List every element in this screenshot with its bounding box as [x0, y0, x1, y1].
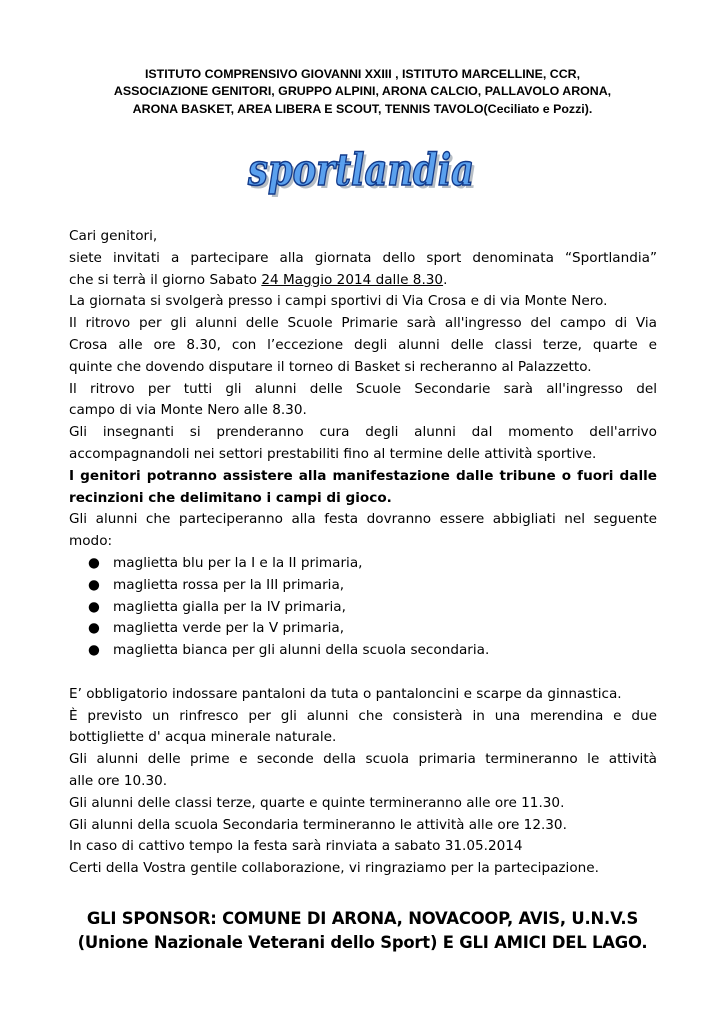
logo-shadow-text: sportlandia	[250, 148, 477, 198]
dress-code-line-2: modo:	[69, 533, 113, 550]
event-date: 24 Maggio 2014 dalle 8.30	[261, 271, 444, 288]
closing-thanks: Certi della Vostra gentile collaborazione, vi ringraziamo per la partecipazione.	[69, 860, 599, 877]
primary-meeting-line-1: Il ritrovo per gli alunni delle Scuole Primarie sarà all'ingresso del campo di Via	[69, 315, 657, 332]
sportlandia-logo	[244, 142, 480, 198]
sponsors-line-2: (Unione Nazionale Veterani dello Sport) E GLI AMICI DEL LAGO.	[77, 933, 648, 952]
teachers-line-1: Gli insegnanti si prenderanno cura degli alunni dal momento dell'arrivo	[69, 424, 657, 441]
shirt-color-list	[69, 553, 657, 662]
letter-body	[69, 226, 657, 880]
primary-meeting-line-2: Crosa alle ore 8.30, con l’eccezione degli alunni delle classi terze, quarte e	[69, 336, 657, 353]
parents-notice-line-1: I genitori potranno assistere alla manifestazione dalle tribune o fuori dalle	[69, 467, 657, 484]
sponsors-section	[40, 907, 685, 955]
list-item-text: maglietta blu per la I e la II primaria,	[113, 554, 363, 571]
list-item	[69, 575, 657, 597]
invitation-line-1: siete invitati a partecipare alla giornata dello sport denominata “Sportlandia”	[69, 249, 657, 266]
bullet-icon: ●	[88, 642, 100, 659]
parents-notice-line-2: recinzioni che delimitano i campi di gioco.	[69, 489, 392, 506]
invitation-text: che si terrà il giorno Sabato	[69, 271, 262, 288]
refreshment-line-1: È previsto un rinfresco per gli alunni che consisterà in una merendina e due	[69, 707, 657, 724]
primary-meeting-line-3: quinte che dovendo disputare il torneo di Basket si recheranno al Palazzetto.	[69, 358, 592, 375]
organizers-line-2: ASSOCIAZIONE GENITORI, GRUPPO ALPINI, ARONA CALCIO, PALLAVOLO ARONA,	[113, 84, 612, 99]
bullet-icon: ●	[88, 576, 100, 593]
logo-text: sportlandia	[247, 145, 474, 196]
end-time-primary-line-1: Gli alunni delle prime e seconde della scuola primaria termineranno le attività	[69, 751, 657, 768]
bullet-icon: ●	[88, 598, 100, 615]
list-item-text: maglietta gialla per la IV primaria,	[113, 598, 346, 615]
list-item-text: maglietta verde per la V primaria,	[113, 620, 345, 637]
list-item-text: maglietta rossa per la III primaria,	[113, 576, 345, 593]
dress-code-line-1: Gli alunni che parteciperanno alla festa dovranno essere abbigliati nel seguente	[69, 511, 657, 528]
end-time-secondary: Gli alunni della scuola Secondaria termineranno le attività alle ore 12.30.	[69, 816, 567, 833]
invitation-line-2	[69, 270, 657, 292]
organizers-header	[60, 66, 665, 118]
organizers-line-3: ARONA BASKET, AREA LIBERA E SCOUT, TENNIS TAVOLO(Ceciliato e Pozzi).	[132, 101, 593, 116]
clothing-requirement: E’ obbligatorio indossare pantaloni da tuta o pantaloncini e scarpe da ginnastica.	[69, 685, 622, 702]
list-item	[69, 597, 657, 619]
sponsors-line-1: GLI SPONSOR: COMUNE DI ARONA, NOVACOOP, AVIS, U.N.V.S	[86, 909, 639, 928]
end-time-primary-line-2: alle ore 10.30.	[69, 772, 168, 789]
secondary-meeting-line-1: Il ritrovo per tutti gli alunni delle Scuole Secondarie sarà all'ingresso del	[69, 380, 657, 397]
teachers-line-2: accompagnandoli nei settori prestabiliti fino al termine delle attività sportive.	[69, 445, 597, 462]
list-item	[69, 640, 657, 662]
salutation: Cari genitori,	[69, 228, 158, 244]
organizers-line-1: ISTITUTO COMPRENSIVO GIOVANNI XXIII , ISTITUTO MARCELLINE, CCR,	[144, 67, 581, 81]
end-time-upper-primary: Gli alunni delle classi terze, quarte e quinte termineranno alle ore 11.30.	[69, 794, 565, 811]
invitation-period: .	[443, 271, 448, 288]
bullet-icon: ●	[88, 554, 100, 571]
list-item	[69, 553, 657, 575]
refreshment-line-2: bottigliette d' acqua minerale naturale.	[69, 729, 337, 746]
bad-weather-notice: In caso di cattivo tempo la festa sarà rinviata a sabato 31.05.2014	[69, 838, 523, 855]
paragraph-spacer	[69, 662, 657, 684]
bullet-icon: ●	[88, 620, 100, 637]
list-item	[69, 618, 657, 640]
secondary-meeting-line-2: campo di via Monte Nero alle 8.30.	[69, 402, 307, 419]
list-item-text: maglietta bianca per gli alunni della scuola secondaria.	[113, 642, 490, 659]
venue-paragraph: La giornata si svolgerà presso i campi sportivi di Via Crosa e di via Monte Nero.	[69, 293, 608, 310]
